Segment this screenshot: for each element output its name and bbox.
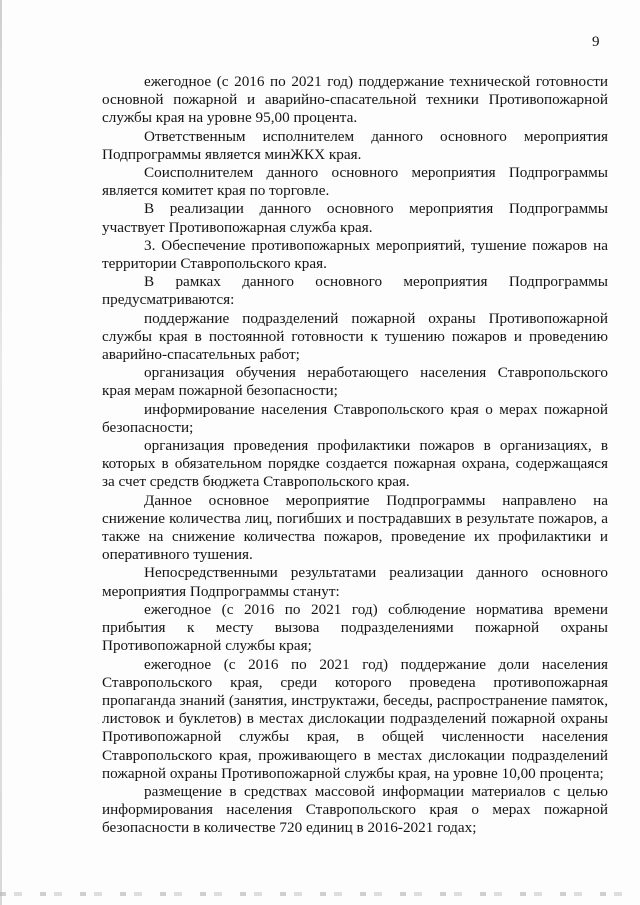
paragraph-10: организация проведения профилактики пожаров в организациях, в которых в обязательном порядке создается пожарная охрана, содержащаяся за счет средств бюджета Ставропольского края. [102, 437, 608, 491]
paragraph-9: информирование населения Ставропольского края о мерах пожарной безопасности; [102, 400, 608, 436]
paragraph-6: В рамках данного основного мероприятия Подпрограммы предусматриваются: [102, 273, 608, 309]
paragraph-2: Ответственным исполнителем данного основного мероприятия Подпрограммы является минЖКХ края. [102, 127, 608, 163]
paragraph-15: размещение в средствах массовой информации материалов с целью информирования населения Ставропольского края о мерах пожарной безопасности в количестве 720 единиц в 2016-2021 годах; [102, 782, 608, 837]
paragraph-5: 3. Обеспечение противопожарных мероприятий, тушение пожаров на территории Ставропольского края. [102, 236, 608, 273]
paragraph-8: организация обучения неработающего населения Ставропольского края мерам пожарной безопасности; [102, 364, 608, 400]
document-body [102, 73, 608, 838]
paragraph-13: ежегодное (с 2016 по 2021 год) соблюдение норматива времени прибытия к месту вызова подразделениями пожарной охраны Противопожарной службы края; [102, 600, 608, 655]
paragraph-11: Данное основное мероприятие Подпрограммы направлено на снижение количества лиц, погибших и пострадавших в результате пожаров, а также на снижение количества пожаров, проведение их профилактики и оперативного тушения. [102, 491, 608, 564]
scan-left-edge [0, 0, 2, 905]
paragraph-7: поддержание подразделений пожарной охраны Противопожарной службы края в постоянной готовности к тушению пожаров и проведению аварийно-спасательных работ; [102, 309, 608, 364]
paragraph-12: Непосредственными результатами реализации данного основного мероприятия Подпрограммы станут: [102, 564, 608, 600]
paragraph-3: Соисполнителем данного основного мероприятия Подпрограммы является комитет края по торговле. [102, 164, 608, 200]
scan-artifact-strip [0, 892, 640, 896]
paragraph-1: ежегодное (с 2016 по 2021 год) поддержание технической готовности основной пожарной и аварийно-спасательной техники Противопожарной службы края на уровне 95,00 процента. [102, 73, 608, 127]
paragraph-14: ежегодное (с 2016 по 2021 год) поддержание доли населения Ставропольского края, среди которого проведена противопожарная пропаганда знаний (занятия, инструктажи, беседы, распространение памяток, листовок и буклетов) в местах дислокации подразделений пожарной охраны Противопожарной службы края, в общей численности населения Ставропольского края, проживающего в местах дислокации подразделений пожарной охраны Противопожарной службы края, на уровне 10,00 процента; [102, 655, 608, 782]
paragraph-4: В реализации данного основного мероприятия Подпрограммы участвует Противопожарная служба края. [102, 200, 608, 236]
page-number: 9 [592, 34, 600, 50]
